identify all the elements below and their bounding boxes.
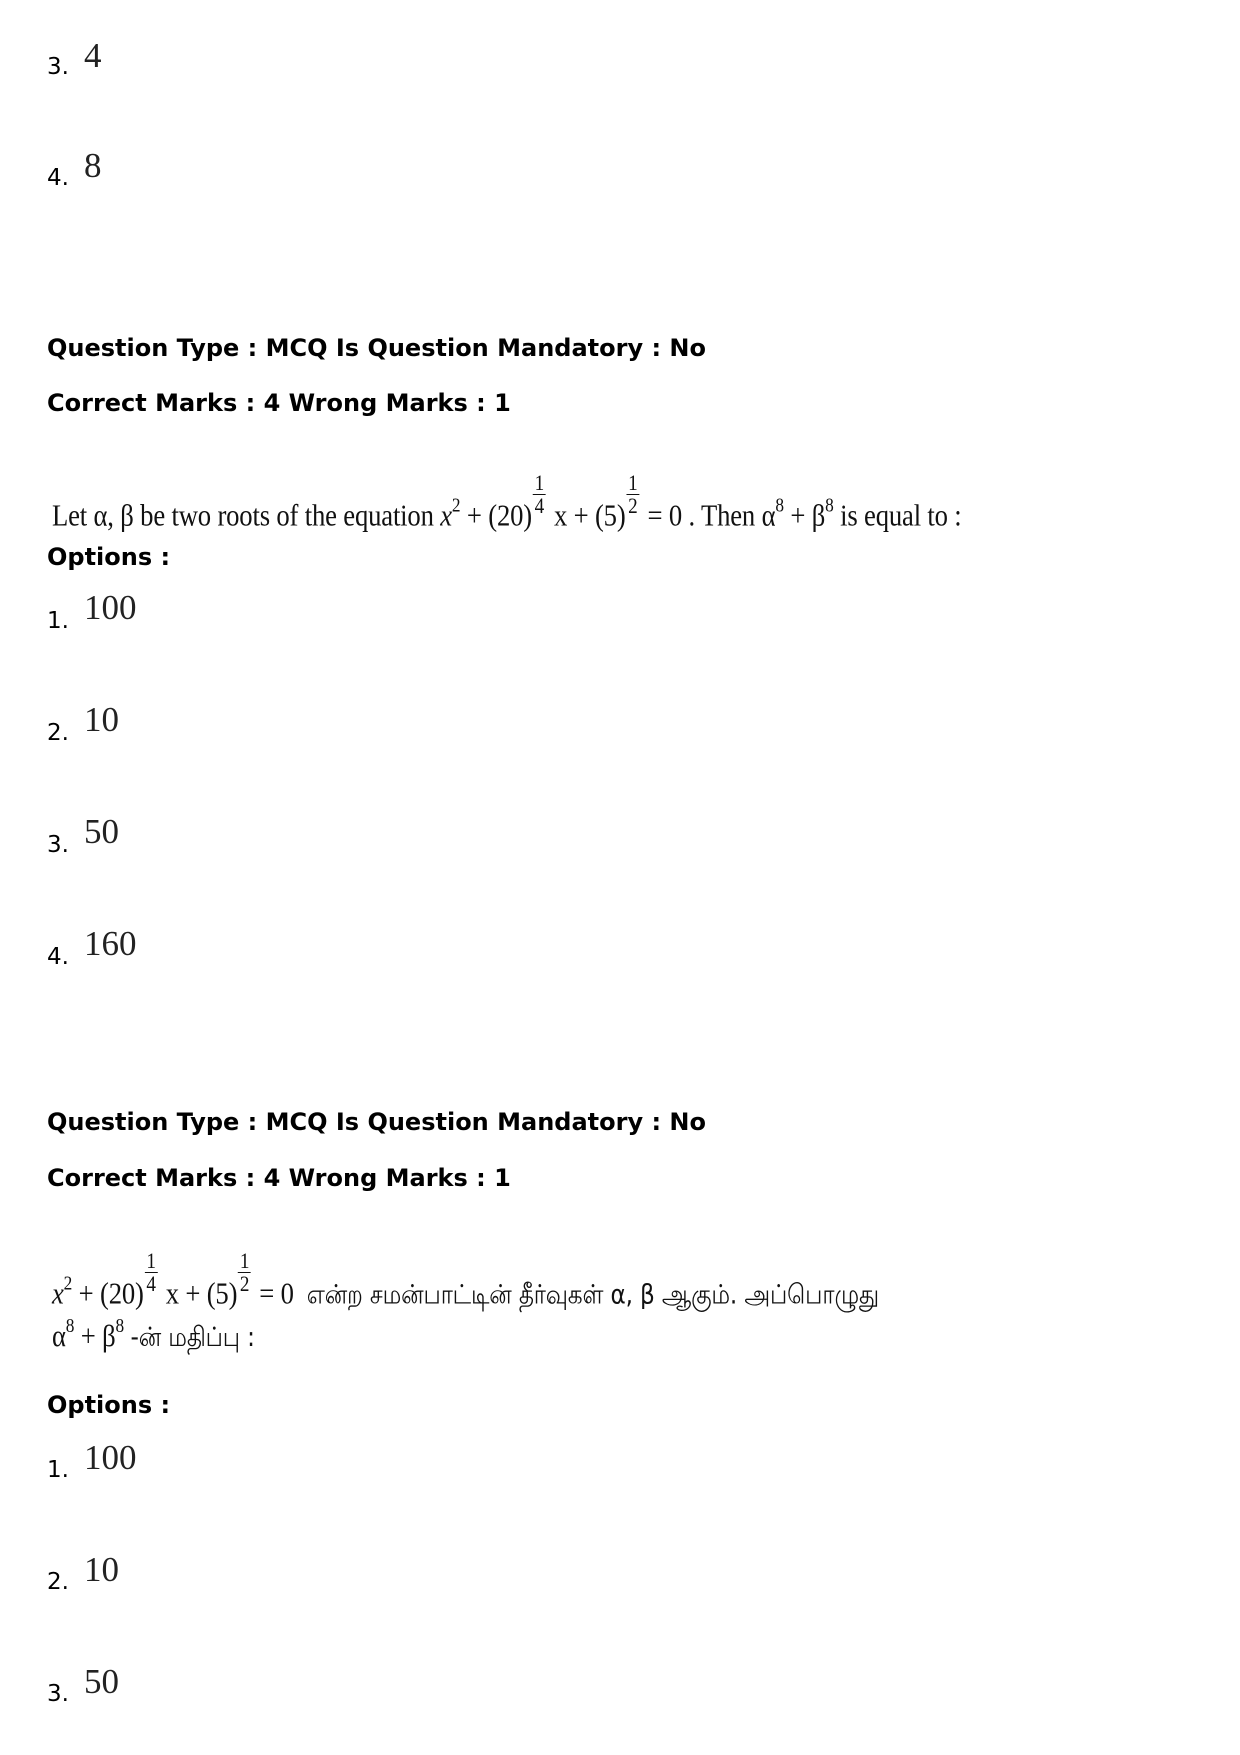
math-exponent: 8	[115, 1314, 125, 1337]
option-value: 4	[84, 36, 102, 75]
math-term: α	[52, 1318, 66, 1353]
math-term: x + (5)	[553, 497, 626, 533]
math-exponent: 8	[775, 494, 784, 517]
fraction-numerator: 1	[146, 1248, 156, 1273]
math-term: x + (5)	[165, 1275, 238, 1311]
option-number: 1.	[47, 1457, 69, 1483]
math-term: + β	[790, 497, 826, 533]
math-term: + β	[80, 1318, 116, 1353]
option-value: 160	[84, 924, 137, 963]
fraction-denominator: 2	[628, 493, 638, 519]
option-number: 3.	[47, 1681, 69, 1707]
math-exponent: 2	[63, 1272, 73, 1295]
option-value: 10	[84, 700, 119, 739]
fraction-denominator: 4	[146, 1271, 156, 1297]
fraction-denominator: 2	[239, 1271, 250, 1297]
math-fraction	[533, 472, 546, 518]
math-exponent: 8	[825, 494, 834, 517]
tamil-text: -ன் மதிப்பு :	[130, 1322, 255, 1353]
fraction-numerator: 1	[628, 470, 638, 495]
marks-line: Correct Marks : 4 Wrong Marks : 1	[47, 389, 511, 417]
question-text	[52, 472, 962, 531]
question-intro: Let α, β be two roots of the equation	[52, 497, 434, 533]
option-number: 3.	[47, 832, 69, 858]
option-value: 8	[84, 146, 102, 185]
math-fraction	[626, 472, 639, 518]
fraction-numerator: 1	[534, 470, 545, 495]
fraction-numerator: 1	[239, 1248, 250, 1273]
options-label: Options :	[47, 543, 171, 571]
math-var: x	[440, 497, 452, 533]
question-text-line-1	[52, 1250, 879, 1309]
math-var: x	[52, 1275, 64, 1311]
option-value: 50	[84, 812, 119, 851]
question-type-line: Question Type : MCQ Is Question Mandatory : No	[47, 1108, 706, 1136]
option-value: 100	[84, 588, 137, 627]
option-number: 2.	[47, 1569, 69, 1595]
question-type-line: Question Type : MCQ Is Question Mandatory : No	[47, 334, 706, 362]
option-number: 4.	[47, 165, 69, 191]
question-text-line-2	[52, 1314, 255, 1353]
math-term: + (20)	[466, 497, 532, 533]
tamil-text: என்ற சமன்பாட்டின் தீர்வுகள் α, β ஆகும். அப்பொழுது	[306, 1279, 879, 1311]
math-fraction	[238, 1250, 251, 1296]
math-term: = 0	[259, 1275, 294, 1311]
math-fraction	[145, 1250, 158, 1296]
option-number: 2.	[47, 720, 69, 746]
option-value: 100	[84, 1438, 137, 1477]
option-value: 50	[84, 1662, 119, 1701]
fraction-denominator: 4	[534, 493, 545, 519]
marks-line: Correct Marks : 4 Wrong Marks : 1	[47, 1164, 511, 1192]
math-term: + (20)	[78, 1275, 144, 1311]
option-number: 3.	[47, 54, 69, 80]
options-label: Options :	[47, 1391, 171, 1419]
option-number: 4.	[47, 944, 69, 970]
math-exponent: 2	[451, 494, 461, 517]
question-tail: is equal to :	[840, 497, 962, 533]
math-exponent: 8	[65, 1314, 75, 1337]
option-value: 10	[84, 1550, 119, 1589]
option-number: 1.	[47, 608, 69, 634]
math-term: = 0 . Then α	[647, 497, 776, 533]
